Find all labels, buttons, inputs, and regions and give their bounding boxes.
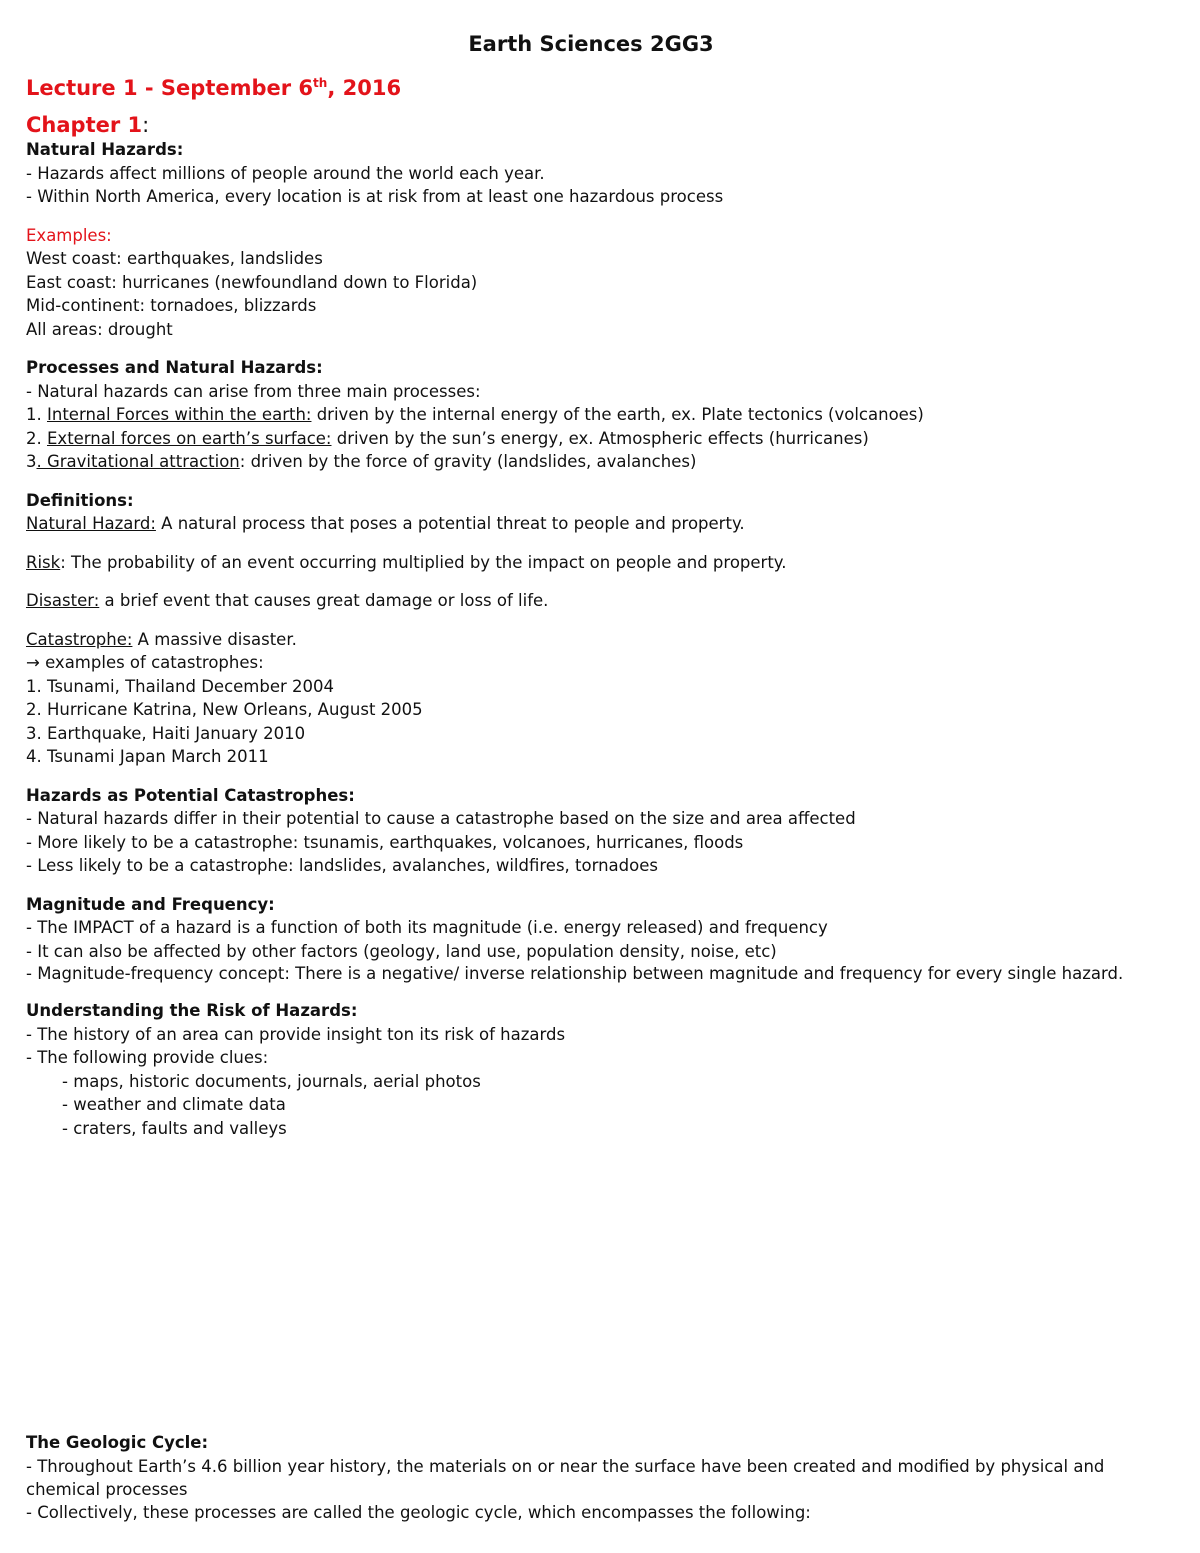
text-line: West coast: earthquakes, landslides	[26, 249, 323, 268]
section-heading: The Geologic Cycle:	[26, 1433, 209, 1452]
list-item: - craters, faults and valleys	[62, 1118, 287, 1138]
text-line: - The IMPACT of a hazard is a function of both its magnitude (i.e. energy released) and frequency	[26, 918, 828, 937]
lecture-heading: Lecture 1 - September 6th, 2016	[26, 76, 402, 100]
text-line: - Natural hazards can arise from three main processes:	[26, 381, 481, 401]
text-line: - The following provide clues:	[26, 1048, 269, 1067]
text-line: All areas: drought	[26, 319, 173, 339]
definition-natural-hazard: Natural Hazard: A natural process that poses a potential threat to people and property.	[26, 514, 745, 533]
process-item: 2. External forces on earth’s surface: driven by the sun’s energy, ex. Atmospheric effects (hurricanes)	[26, 428, 869, 448]
text-line: - Collectively, these processes are called the geologic cycle, which encompasses the following:	[26, 1502, 811, 1522]
examples-heading: Examples:	[26, 225, 112, 245]
list-item: → examples of catastrophes:	[26, 653, 264, 672]
text-line: - Throughout Earth’s 4.6 billion year history, the materials on or near the surface have been created and modified by physical and chemical processes	[26, 1456, 1105, 1499]
text-line: - Within North America, every location is at risk from at least one hazardous process	[26, 187, 724, 206]
document-title: Earth Sciences 2GG3	[468, 32, 714, 56]
list-item: - maps, historic documents, journals, aerial photos	[62, 1071, 481, 1091]
text-line: - Less likely to be a catastrophe: landslides, avalanches, wildfires, tornadoes	[26, 856, 658, 875]
list-item: 3. Earthquake, Haiti January 2010	[26, 723, 306, 743]
process-item: 1. Internal Forces within the earth: driven by the internal energy of the earth, ex. Plate tectonics (volcanoes)	[26, 405, 924, 424]
text-line: - Hazards affect millions of people around the world each year.	[26, 163, 545, 183]
list-item: 4. Tsunami Japan March 2011	[26, 747, 269, 766]
section-magnitude-frequency	[26, 893, 1156, 985]
section-heading: Processes and Natural Hazards:	[26, 358, 323, 377]
definition-disaster: Disaster: a brief event that causes great damage or loss of life.	[26, 591, 549, 610]
section-heading: Understanding the Risk of Hazards:	[26, 1001, 358, 1020]
text-line: - It can also be affected by other factors (geology, land use, population density, noise, etc)	[26, 941, 777, 961]
text-line: - Magnitude-frequency concept: There is a negative/ inverse relationship between magnitude and frequency for every single hazard.	[26, 964, 1124, 983]
section-geologic-cycle	[26, 1431, 1156, 1524]
list-item: 2. Hurricane Katrina, New Orleans, August 2005	[26, 700, 423, 719]
text-line: East coast: hurricanes (newfoundland down to Florida)	[26, 272, 478, 292]
section-definitions	[26, 489, 1156, 769]
text-line: - More likely to be a catastrophe: tsunamis, earthquakes, volcanoes, hurricanes, floods	[26, 832, 744, 852]
text-line: - The history of an area can provide insight ton its risk of hazards	[26, 1024, 566, 1044]
process-item: 3. Gravitational attraction: driven by the force of gravity (landslides, avalanches)	[26, 452, 697, 471]
text-line: - Natural hazards differ in their potential to cause a catastrophe based on the size and area affected	[26, 809, 856, 828]
section-heading: Definitions:	[26, 490, 134, 510]
section-heading: Magnitude and Frequency:	[26, 894, 275, 914]
section-examples	[26, 224, 1156, 342]
definition-catastrophe: Catastrophe: A massive disaster.	[26, 629, 297, 649]
text-line: Mid-continent: tornadoes, blizzards	[26, 296, 317, 315]
definition-risk: Risk: The probability of an event occurring multiplied by the impact on people and property.	[26, 552, 787, 572]
list-item: - weather and climate data	[62, 1095, 286, 1114]
section-heading: Hazards as Potential Catastrophes:	[26, 785, 355, 805]
chapter-heading: Chapter 1:	[26, 113, 150, 137]
section-understanding-risk	[26, 999, 1156, 1140]
section-processes	[26, 356, 1156, 474]
document-page	[26, 30, 1156, 1140]
section-natural-hazards	[26, 138, 1156, 209]
section-potential-catastrophes	[26, 784, 1156, 878]
list-item: 1. Tsunami, Thailand December 2004	[26, 676, 335, 696]
section-heading: Natural Hazards:	[26, 140, 184, 159]
